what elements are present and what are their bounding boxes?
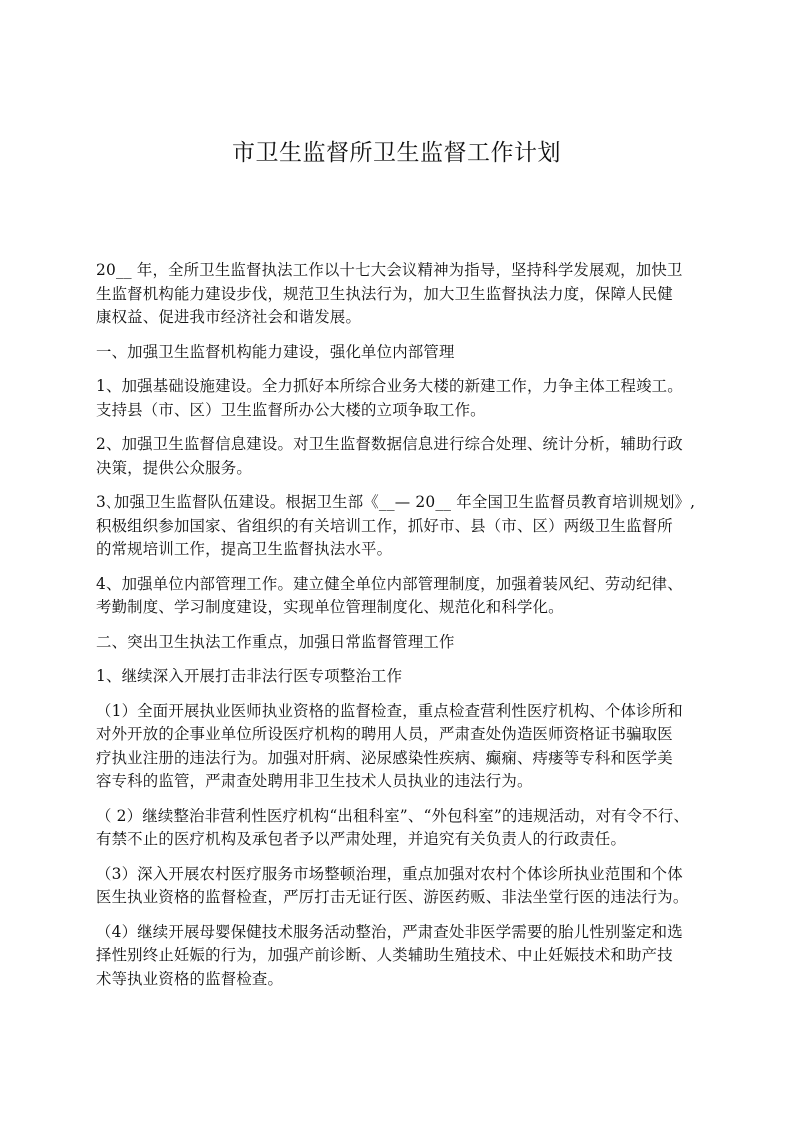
subsection-heading-1 <box>96 665 710 689</box>
text-line: 对外开放的企事业单位所设医疗机构的聘用人员，严肃查处伪造医师资格证书骗取医 <box>96 725 673 743</box>
text-line: 疗执业注册的违法行为。加强对肝病、泌尿感染性疾病、癫痫、痔瘘等专科和医学美 <box>96 748 673 767</box>
text-line: 有禁不止的医疗机构及承包者予以严肃处理，并追究有关负责人的行政责任。 <box>96 830 627 848</box>
text-line: 术等执业资格的监督检查。 <box>96 969 284 988</box>
text-line: （1）全面开展执业医师执业资格的监督检查，重点检查营利性医疗机构、个体诊所和 <box>96 701 683 720</box>
text-line: 4、加强单位内部管理工作。建立健全单位内部管理制度，加强着装风纪、劳动纪律、 <box>96 574 683 593</box>
text-line: （ 2）继续整治非营利性医疗机构“出租科室”、“外包科室”的违规活动，对有令不行、 <box>96 806 690 825</box>
paragraph-item-3 <box>96 863 710 910</box>
text-line: 1、继续深入开展打击非法行医专项整治工作 <box>96 667 403 685</box>
text-line: 2、加强卫生监督信息建设。对卫生监督数据信息进行综合处理、统计分析，辅助行政 <box>96 435 683 453</box>
text-line: 1、加强基础设施建设。全力抓好本所综合业务大楼的新建工作，力争主体工程竣工。 <box>96 377 683 395</box>
text-line: 考勤制度、学习制度建设，实现单位管理制度化、规范化和科学化。 <box>96 598 564 616</box>
intro-paragraph <box>96 259 710 330</box>
section-heading-1 <box>96 341 710 365</box>
paragraph-management <box>96 573 710 620</box>
document-title: 市卫生监督所卫生监督工作计划 <box>232 140 561 166</box>
paragraph-item-4 <box>96 921 710 992</box>
paragraph-information <box>96 433 710 480</box>
text-line: 支持县（市、区）卫生监督所办公大楼的立项争取工作。 <box>96 400 486 419</box>
paragraph-infrastructure <box>96 375 710 422</box>
text-line: 决策，提供公众服务。 <box>96 458 252 477</box>
paragraph-item-2 <box>96 805 710 852</box>
text-line: 医生执业资格的监督检查，严厉打击无证行医、游医药贩、非法坐堂行医的违法行为。 <box>96 888 689 906</box>
text-line: 容专科的监管，严肃查处聘用非卫生技术人员执业的违法行为。 <box>96 772 533 790</box>
paragraph-team <box>96 491 710 562</box>
paragraph-item-1 <box>96 700 710 794</box>
document-body <box>96 259 710 991</box>
text-line: 20__ 年，全所卫生监督执法工作以十七大会议精神为指导，坚持科学发展观，加快卫 <box>96 261 683 279</box>
text-line: 积极组织参加国家、省组织的有关培训工作，抓好市、县（市、区）两级卫生监督所 <box>96 516 673 535</box>
text-line: 生监督机构能力建设步伐，规范卫生执法行为，加大卫生监督执法力度，保障人民健 <box>96 284 673 303</box>
text-line: 一、加强卫生监督机构能力建设，强化单位内部管理 <box>96 342 455 361</box>
text-line: 择性别终止妊娠的行为，加强产前诊断、人类辅助生殖技术、中止妊娠技术和助产技 <box>96 946 673 964</box>
text-line: 3､加强卫生监督队伍建设。根据卫生部《__— 20__ 年全国卫生监督员教育培训规划》, <box>96 493 696 511</box>
text-line: （4）继续开展母婴保健技术服务活动整治，严肃查处非医学需要的胎儿性别鉴定和选 <box>96 922 683 941</box>
text-line: 二、突出卫生执法工作重点，加强日常监督管理工作 <box>96 632 455 651</box>
section-heading-2 <box>96 631 710 655</box>
text-line: 康权益、促进我市经济社会和谐发展。 <box>96 308 362 326</box>
text-line: （3）深入开展农村医疗服务市场整顿治理，重点加强对农村个体诊所执业范围和个体 <box>96 864 683 883</box>
text-line: 的常规培训工作，提高卫生监督执法水平。 <box>96 540 393 558</box>
